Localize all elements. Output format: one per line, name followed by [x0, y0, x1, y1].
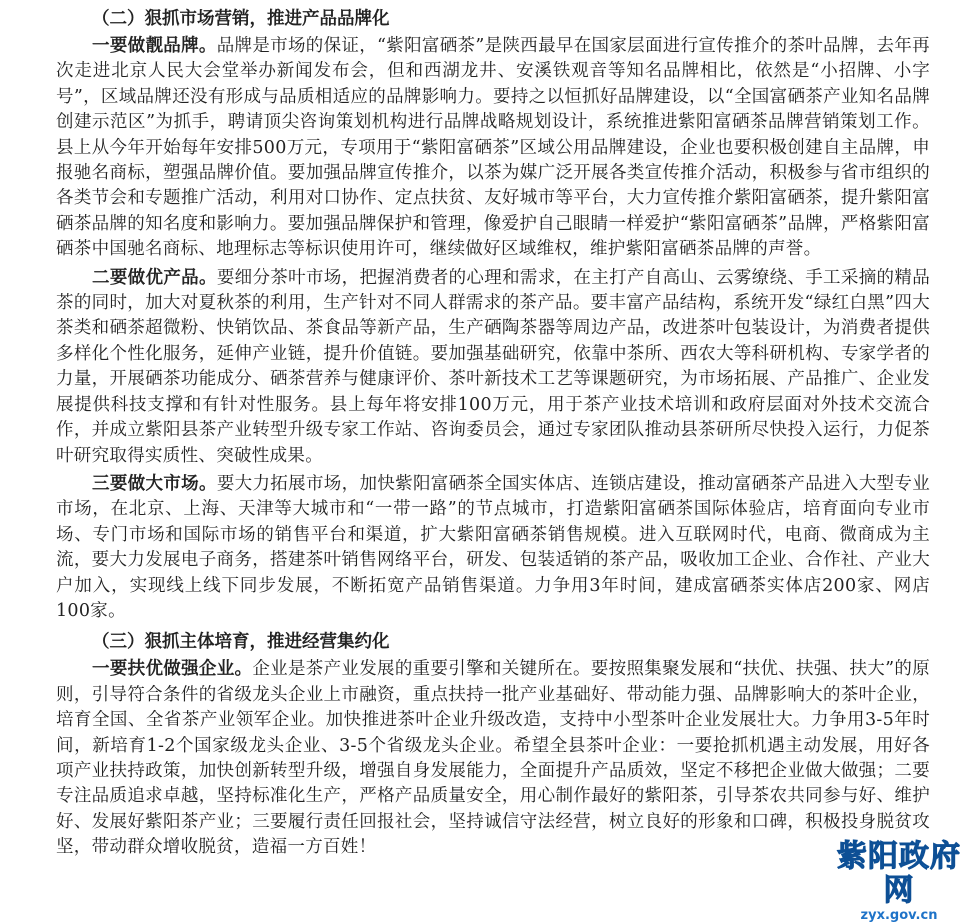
paragraph-brand [56, 34, 930, 263]
watermark-url: zyx.gov.cn [860, 908, 938, 923]
paragraph-lead: 一要扶优做强企业。 [92, 659, 253, 680]
paragraph-lead: 二要做优产品。 [92, 267, 217, 288]
section-heading-entity: （三）狠抓主体培育，推进经营集约化 [92, 632, 390, 653]
article-body [56, 4, 930, 864]
paragraph-market [56, 472, 930, 624]
paragraph-lead: 一要做靓品牌。 [92, 36, 217, 56]
paragraph-lead: 三要做大市场。 [92, 473, 217, 494]
paragraph-product [56, 266, 930, 469]
section-heading-marketing: （二）狠抓市场营销，推进产品品牌化 [92, 9, 390, 29]
paragraph-text: 品牌是市场的保证，“紫阳富硒茶”是陕西最早在国家层面进行宣传推介的茶叶品牌，去年再次走进北京人民大会堂举办新闻发布会，但和西湖龙井、安溪铁观音等知名品牌相比，依然是“小招牌、小字号”，区域品牌还没有形成与品质相适应的品牌影响力。要持之以恒抓好品牌建设，以“全国富硒茶产业知名品牌创建示范区”为抓手，聘请顶尖咨询策划机构进行品牌战略规划设计，系统推进紫阳富硒茶品牌营销策划工作。县上从今年开始每年安排500万元，专项用于“紫阳富硒茶”区域公用品牌建设，企业也要积极创建自主品牌，申报驰名商标，塑强品牌价值。要加强品牌宣传推介，以茶为媒广泛开展各类宣传推介活动，积极参与省市组织的各类节会和专题推广活动，利用对口协作、定点扶贫、友好城市等平台，大力宣传推介紫阳富硒茶，提升紫阳富硒茶品牌的知名度和影响力。要加强品牌保护和管理，像爱护自己眼睛一样爱护“紫阳富硒茶”品牌，严格紫阳富硒茶中国驰名商标、地理标志等标识使用许可，继续做好区域维权，维护紫阳富硒茶品牌的声誉。 [56, 36, 930, 260]
paragraph-text: 企业是茶产业发展的重要引擎和关键所在。要按照集聚发展和“扶优、扶强、扶大”的原则，引导符合条件的省级龙头企业上市融资，重点扶持一批产业基础好、带动能力强、品牌影响大的茶叶企业，培育全国、全省茶产业领军企业。加快推进茶叶企业升级改造，支持中小型茶叶企业发展壮大。力争用3-5年时间，新培育1-2个国家级龙头企业、3-5个省级龙头企业。希望全县茶叶企业：一要抢抓机遇主动发展，用好各项产业扶持政策，加快创新转型升级，增强自身发展能力，全面提升产品质效，坚定不移把企业做大做强；二要专注品质追求卓越，坚持标准化生产，严格产品质量安全，用心制作最好的紫阳茶，引导茶农共同参与好、维护好、发展好紫阳茶产业；三要履行责任回报社会，坚持诚信守法经营，树立良好的形象和口碑，积极投身脱贫攻坚，带动群众增收脱贫，造福一方百姓！ [56, 659, 931, 858]
paragraph-text: 要大力拓展市场，加快紫阳富硒茶全国实体店、连锁店建设，推动富硒茶产品进入大型专业市场，在北京、上海、天津等大城市和“一带一路”的节点城市，打造紫阳富硒茶国际体验店，培育面向专业市场、专门市场和国际市场的销售平台和渠道，扩大紫阳富硒茶销售规模。进入互联网时代，电商、微商成为主流，要大力发展电子商务，搭建茶叶销售网络平台，研发、包装适销的茶产品，吸收加工企业、合作社、产业大户加入，实现线上线下同步发展，不断拓宽产品销售渠道。力争用3年时间，建成富硒茶实体店200家、网店100家。 [56, 473, 930, 621]
paragraph-text: 要细分茶叶市场，把握消费者的心理和需求，在主打产自高山、云雾缭绕、手工采摘的精品茶的同时，加大对夏秋茶的利用，生产针对不同人群需求的茶产品。要丰富产品结构，系统开发“绿红白黑”四大茶类和硒茶超微粉、快销饮品、茶食品等新产品，生产硒陶茶器等周边产品，改进茶叶包装设计，为消费者提供多样化个性化服务，延伸产业链，提升价值链。要加强基础研究，依靠中茶所、西农大等科研机构、专家学者的力量，开展硒茶功能成分、硒茶营养与健康评价、茶叶新技术工艺等课题研究，为市场拓展、产品推广、企业发展提供科技支撑和有针对性服务。县上每年将安排100万元，用于茶产业技术培训和政府层面对外技术交流合作，并成立紫阳县茶产业转型升级专家工作站、咨询委员会，通过专家团队推动县茶研所尽快投入运行，力促茶叶研究取得实质性、突破性成果。 [56, 267, 930, 466]
watermark-title: 紫阳政府网 [837, 839, 961, 908]
paragraph-enterprise [56, 657, 930, 860]
site-watermark [824, 839, 974, 923]
